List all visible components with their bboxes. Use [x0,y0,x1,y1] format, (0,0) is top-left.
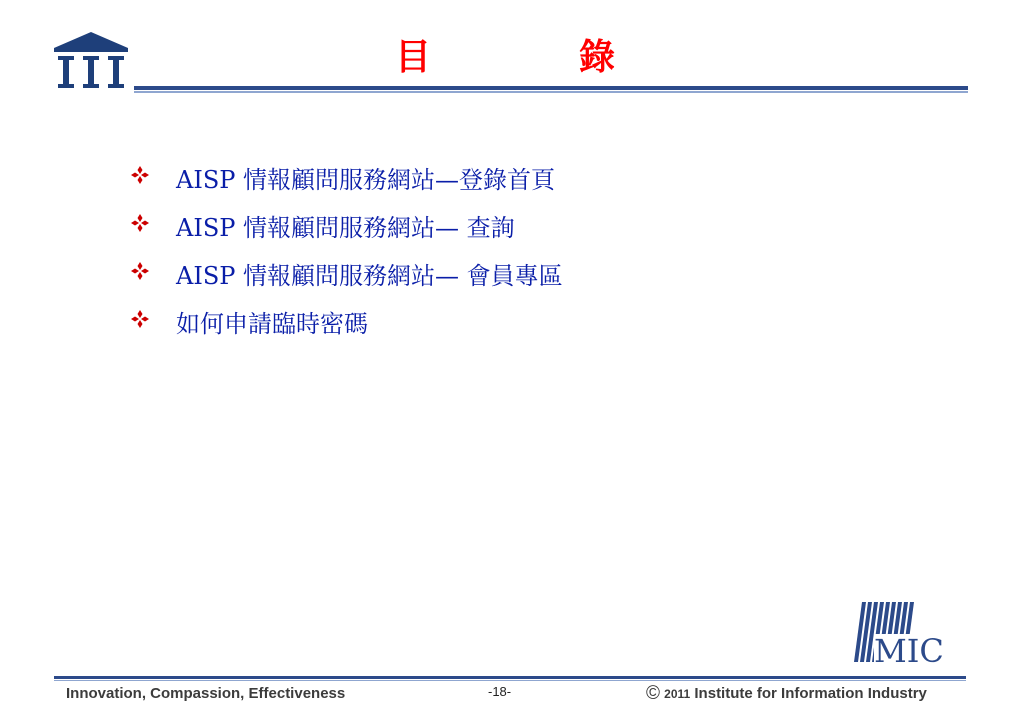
mic-logo [848,600,958,664]
copyright-year: 2011 [664,687,691,701]
page-number: -18- [488,684,512,699]
title-char-1: 目 [395,36,432,78]
list-item [128,158,828,206]
diamond-bullet-icon [130,165,150,185]
copyright-org: Institute for Information Industry [694,685,927,702]
contents-list [128,158,828,350]
list-item [128,302,828,350]
title-divider-shadow [134,91,968,93]
title-char-2: 錄 [578,36,615,78]
list-item-text: 如何申請臨時密碼 [176,310,368,338]
diamond-bullet-icon [130,213,150,233]
title-divider [134,86,968,90]
iii-logo [50,30,132,94]
list-item-text: AISP 情報顧問服務網站—登錄首頁 [176,166,556,194]
footer-divider [54,676,966,679]
page-title [395,30,615,78]
copyright-icon: © [646,683,660,704]
list-item [128,254,828,302]
diamond-bullet-icon [130,309,150,329]
list-item [128,206,828,254]
footer-tagline: Innovation, Compassion, Effectiveness [66,685,346,702]
footer-copyright [646,683,927,705]
list-item-text: AISP 情報顧問服務網站— 會員專區 [176,262,563,290]
list-item-text: AISP 情報顧問服務網站— 查詢 [176,214,515,242]
diamond-bullet-icon [130,261,150,281]
footer-divider-shadow [54,680,966,681]
svg-text:MIC: MIC [874,632,944,664]
